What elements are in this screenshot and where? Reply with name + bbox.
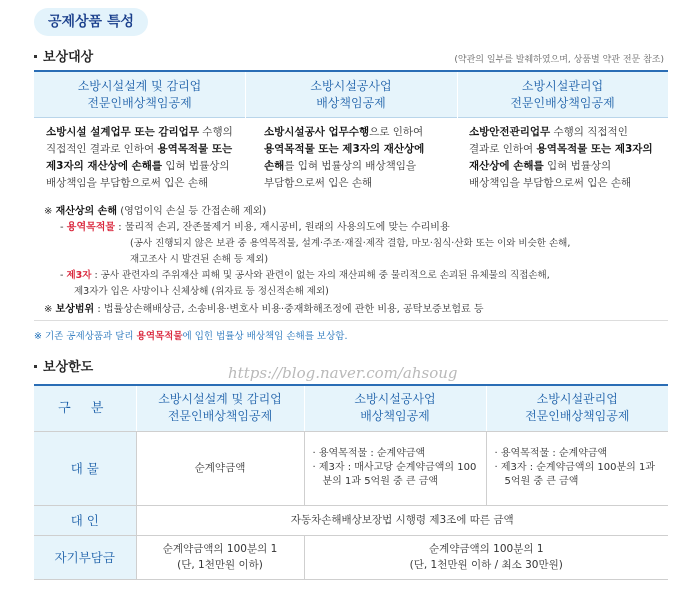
- coverage-desc-design: 소방시설 설계업무 또는 감리업무 수행의 직접적인 결과로 인하여 용역목적물 또는 제3자의 재산상에 손해를 입혀 법률상의 배상책임을 부담함으로써 입은 손해: [46, 126, 233, 189]
- row-label-person: 대 인: [34, 505, 136, 535]
- coverage-desc-construction: 소방시설공사 업무수행으로 인하여 용역목적물 또는 제3자의 재산상에 손해를 입혀 법률상의 배상책임을 부담함으로써 입은 손해: [264, 126, 425, 189]
- table-row: [34, 431, 668, 505]
- section-title-coverage: 보상대상: [34, 46, 93, 65]
- deductible-design: 순계약금액의 100분의 1 (단, 1천만원 이하): [136, 535, 304, 579]
- limit-header-category: 구 분: [34, 385, 136, 431]
- limit-header-design: 소방시설설계 및 감리업 전문인배상책임공제: [136, 385, 304, 431]
- limit-header-management: 소방시설관리업 전문인배상책임공제: [486, 385, 668, 431]
- coverage-desc-management: 소방안전관리업무 수행의 직접적인 결과로 인하여 용역목적물 또는 제3자의 재산상에 손해를 입혀 법률상의 배상책임을 부담함으로써 입은 손해: [469, 126, 653, 189]
- page-title: 공제상품 특성: [34, 8, 148, 36]
- property-design: 순계약금액: [136, 431, 304, 505]
- terms-note: (약관의 일부를 발췌하였으며, 상품별 약관 전문 참조): [454, 55, 664, 65]
- coverage-table: [34, 70, 668, 196]
- blog-watermark: https://blog.naver.com/ahsoug: [228, 364, 458, 382]
- person-value: 자동차손해배상보장법 시행령 제3조에 따른 금액: [136, 505, 668, 535]
- section-title-limit: 보상한도: [34, 356, 93, 375]
- row-label-deductible: 자기부담금: [34, 535, 136, 579]
- coverage-header-design: 소방시설설계 및 감리업 전문인배상책임공제: [34, 72, 245, 118]
- row-label-property: 대 물: [34, 431, 136, 505]
- coverage-header-management: 소방시설관리업 전문인배상책임공제: [457, 72, 668, 118]
- deductible-others: 순계약금액의 100분의 1 (단, 1천만원 이하 / 최소 30만원): [304, 535, 668, 579]
- coverage-notes: ※ 재산상의 손해 (영업이익 손실 등 간접손해 제외) - 용역목적물 : 물리적 손괴, 잔존물제거 비용, 재시공비, 원래의 사용의도에 맞는 수리비용 (공사 진행되지 않은 보관 중 용역목적물, 설계·주조·재질·제작 결함, 마모·침식·산화 또는 이와 비슷한 손해, 재고조사 시 발견된 손해 등 제외) - 제3자 : 공사 관련자의 주위재산 피해 및 공사와 관련이 없는 자의 재산피해 중 물리적으로 손괴된 유체물의 직접손해, 제3자가 입은 사망이나 신체상해 (위자료 등 정신적손해 제외) ※ 보상범위 : 법률상손해배상금, 소송비용·변호사 비용·중재화해조정에 관한 비용, 공탁보증보험료 등: [44, 206, 571, 315]
- limit-table: [34, 384, 668, 580]
- table-row: [34, 535, 668, 579]
- blue-note: ※ 기존 공제상품과 달리 용역목적물에 입힌 법률상 배상책임 손해를 보상함.: [34, 331, 348, 342]
- table-row: [34, 505, 668, 535]
- property-management: · 용역목적물 : 순계약금액 · 제3자 : 순계약금액의 100분의 1과 5억원 중 큰 금액: [486, 431, 668, 505]
- property-construction: · 용역목적물 : 순계약금액 · 제3자 : 매사고당 순계약금액의 100분의 1과 5억원 중 큰 금액: [304, 431, 486, 505]
- limit-header-construction: 소방시설공사업 배상책임공제: [304, 385, 486, 431]
- coverage-header-construction: 소방시설공사업 배상책임공제: [245, 72, 457, 118]
